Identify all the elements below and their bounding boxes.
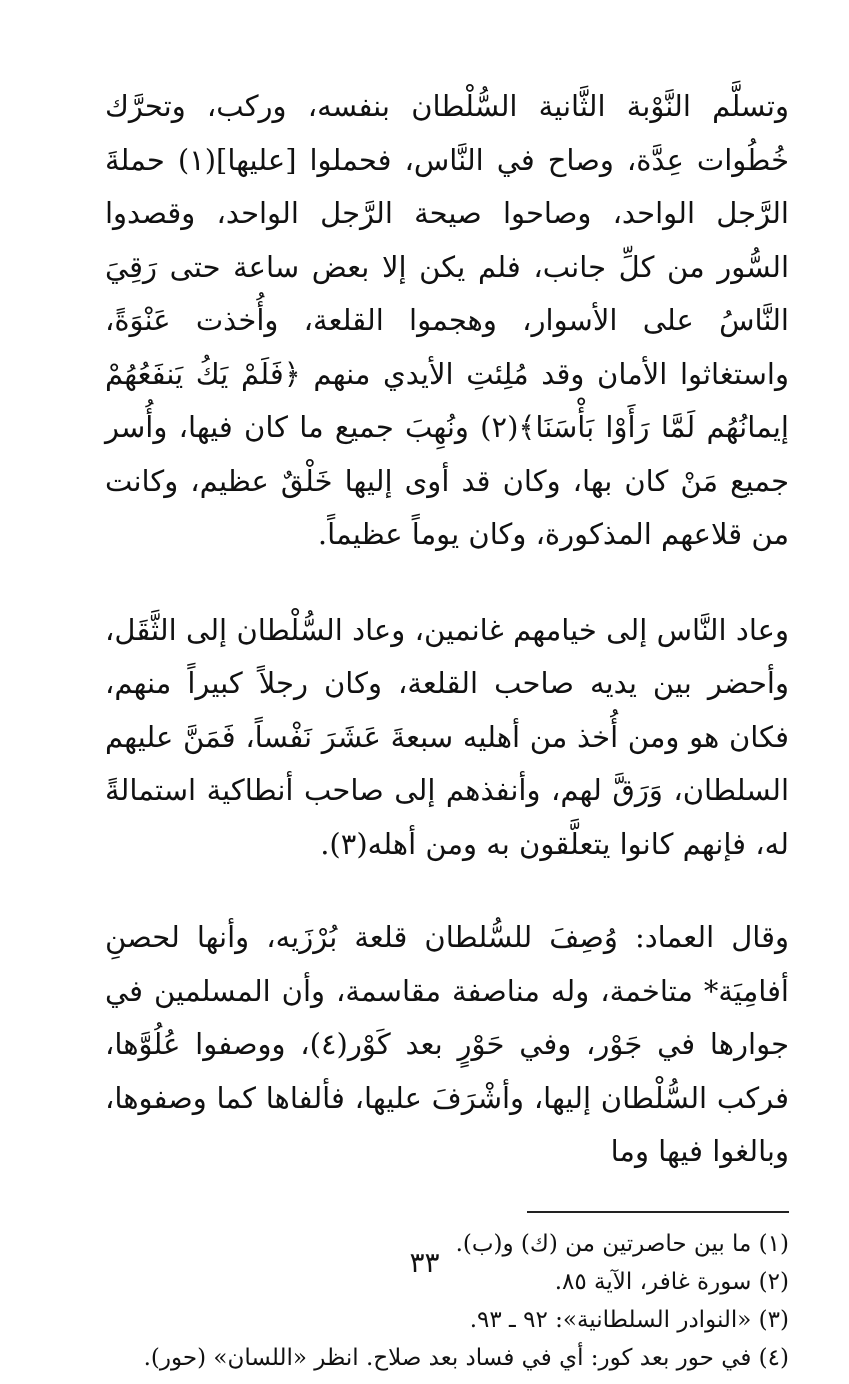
paragraph-3: وقال العماد: وُصِفَ للسُّلطان قلعة بُرْزَيه، وأنها لحصنِ أفامِيَة* متاخمة، وله مناصفة مقاسمة، وأن المسلمين في جوارها في جَوْر، وفي حَوْرٍ بعد كَوْر(٤)، ووصفوا عُلُوَّها، فركب السُّلْطان إليها، وأشْرَفَ عليها، فألفاها كما وصفوها، وبالغوا فيها وما [105, 920, 790, 1168]
footnote-separator-row [105, 1211, 789, 1213]
footnote-separator [527, 1211, 789, 1213]
footnote-2: (٢) سورة غافر، الآية ٨٥. [554, 1268, 789, 1295]
footnote-1: (١) ما بين حاصرتين من (ك) و(ب). [455, 1230, 789, 1257]
page-number: ٣٣ [409, 1246, 440, 1279]
footnote-3: (٣) «النوادر السلطانية»: ٩٢ ـ ٩٣. [469, 1306, 789, 1333]
paragraph-2: وعاد النَّاس إلى خيامهم غانمين، وعاد السُّلْطان إلى الثَّقَل، وأحضر بين يديه صاحب القلعة، وكان رجلاً كبيراً منهم، فكان هو ومن أُخذ من أهليه سبعةَ عَشَرَ نَفْساً، فَمَنَّ عليهم السلطان، وَرَقَّ لهم، وأنفذهم إلى صاحب أنطاكية استمالةً له، فإنهم كانوا يتعلَّقون به ومن أهله(٣). [105, 612, 789, 861]
footnote-4: (٤) في حور بعد كور: أي في فساد بعد صلاح. انظر «اللسان» (حور). [143, 1344, 789, 1371]
paragraph-1: وتسلَّم النَّوْبة الثَّانية السُّلْطان بنفسه، وركب، وتحرَّك خُطُوات عِدَّة، وصاح في النَّاس، فحملوا [عليها](١) حملةَ الرَّجل الواحد، وصاحوا صيحة الرَّجل الواحد، وقصدوا السُّور من كلِّ جانب، فلم يكن إلا بعض ساعة حتى رَقِيَ النَّاسُ على الأسوار، وهجموا القلعة، وأُخذت عَنْوَةً، واستغاثوا الأمان وقد مُلِئتِ الأيدي منهم ﴿فَلَمْ يَكُ يَنفَعُهُمْ إيمانُهُم لَمَّا رَأَوْا بَأْسَنَا﴾(٢) ونُهِبَ جميع ما كان فيها، وأُسر جميع مَنْ كان بها، وكان قد أوى إليها خَلْقٌ عظيم، وكانت من قلاعهم المذكورة، وكان يوماً عظيماً. [105, 89, 789, 551]
